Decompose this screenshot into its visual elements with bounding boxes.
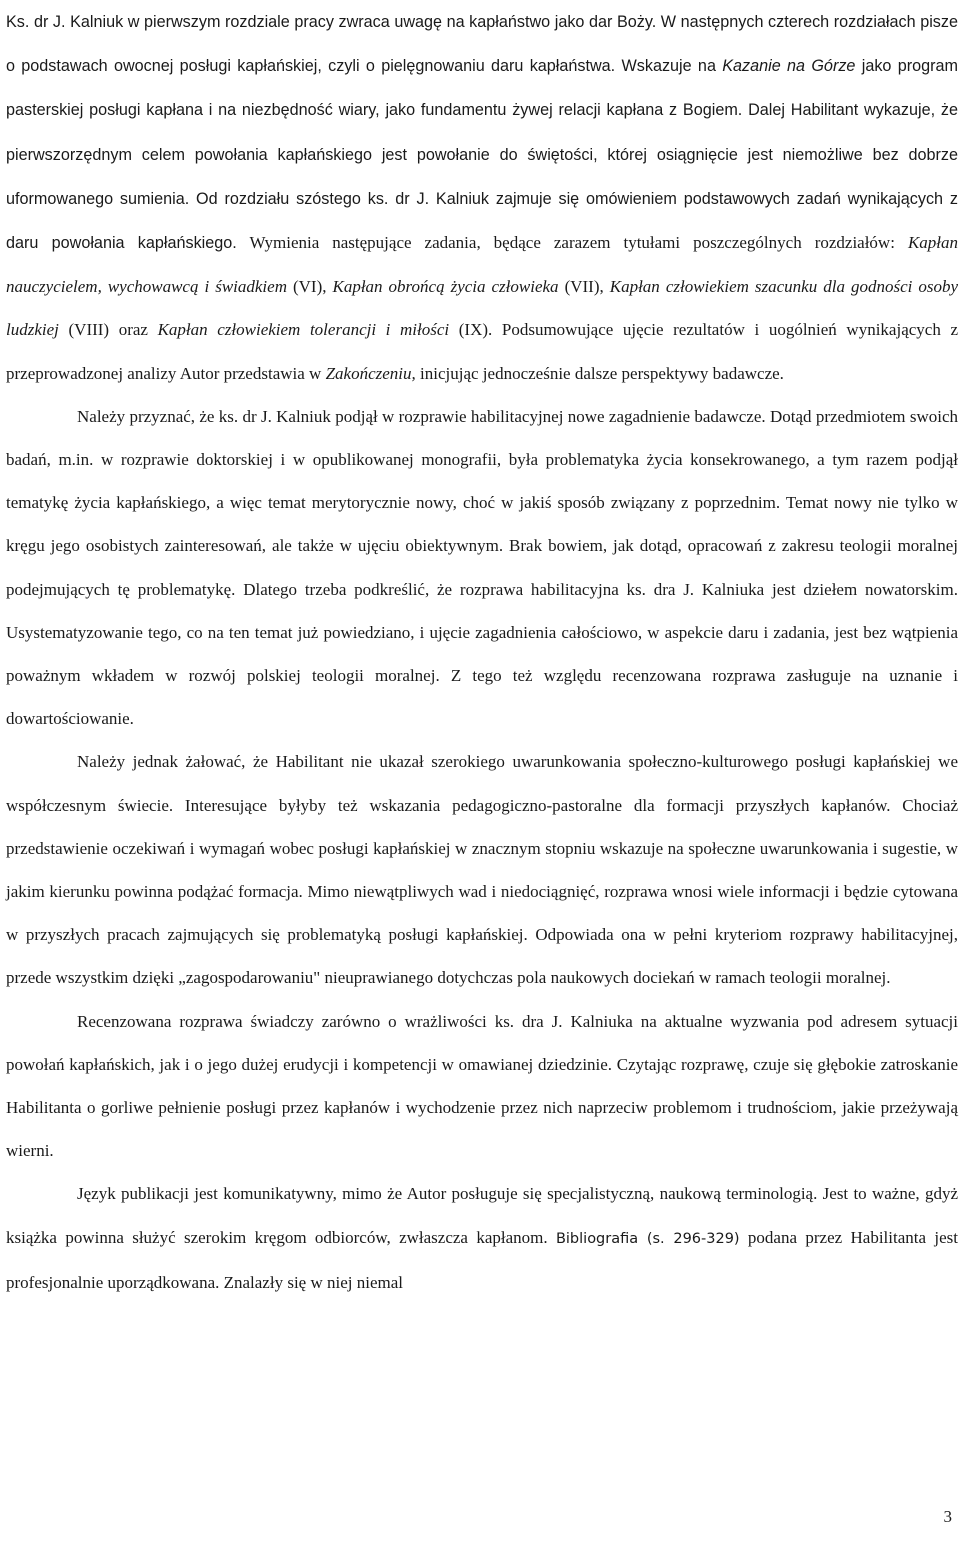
paragraph-2: Należy przyznać, że ks. dr J. Kalniuk podjął w rozprawie habilitacyjnej nowe zagadnienie badawcze. Dotąd przedmiotem swoich badań, m.in. w rozprawie doktorskiej i w opublikowanej monografii, była problematyka życia konsekrowanego, a tym razem podjął tematykę życia kapłańskiego, a więc temat merytorycznie nowy, choć w jakiś sposób związany z poprzednim. Temat nowy nie tylko w kręgu jego osobistych zainteresowań, ale także w ujęciu obiektywnym. Brak bowiem, jak dotąd, opracowań z zakresu teologii moralnej podejmujących tę problematykę. Dlatego trzeba podkreślić, że rozprawa habilitacyjna ks. dra J. Kalniuka jest dziełem nowatorskim. Usystematyzowanie tego, co na ten temat już powiedziano, i ujęcie zagadnienia całościowo, w aspekcie daru i zadania, jest bez wątpienia poważnym wkładem w rozwój polskiej teologii moralnej. Z tego też względu recenzowana rozprawa zasługuje na uznanie i dowartościowanie. — [6, 406, 958, 729]
chapter-9-title: Kapłan człowiekiem tolerancji i miłości — [157, 320, 450, 340]
paragraph-1-text: Ks. dr J. Kalniuk w pierwszym rozdziale pracy zwraca uwagę na kapłaństwo jako dar Boży. W następnych czterech rozdziałach pisze o podstawach owocnej posługi kapłańskiej, czyli o pielęgnowaniu daru kapłaństwa. Wskazuje na — [6, 13, 958, 76]
chapter-7-number: (VII), — [558, 277, 610, 297]
paragraph-5-text-cont: podana przez Habilitanta jest profesjonalnie uporządkowana. Znalazły się w niej niemal — [6, 1227, 958, 1292]
paragraph-1 — [6, 0, 958, 395]
paragraph-5-text: Język publikacji jest komunikatywny, mimo że Autor posługuje się specjalistyczną, naukową terminologią. Jest to ważne, gdyż książka powinna służyć szerokim kręgom odbiorców, zwłaszcza kapłanom. — [6, 1184, 958, 1247]
paragraph-1-text-cont: jako program pasterskiej posługi kapłana i na niezbędność wiary, jako fundamentu żywej relacji kapłana z Bogiem. Dalej Habilitant wykazuje, że pierwszorzędnym celem powołania kapłańskiego jest powołanie do świętości, której osiągnięcie jest niemożliwe bez dobrze uformowanego sumienia. Od rozdziału szóstego ks. dr J. Kalniuk zajmuje się omówieniem podstawowych zadań wynikających z daru powołania kapłańskiego. — [6, 57, 958, 253]
paragraph-3: Należy jednak żałować, że Habilitant nie ukazał szerokiego uwarunkowania społeczno-kulturowego posługi kapłańskiej we współczesnym świecie. Interesujące byłyby też wskazania pedagogiczno-pastoralne dla formacji przyszłych kapłanów. Chociaż przedstawienie oczekiwań i wymagań wobec posługi kapłańskiej w znacznym stopniu wskazuje na społeczne uwarunkowania i sugestie, w jakim kierunku powinna podążać formacja. Mimo niewątpliwych wad i niedociągnięć, rozprawa wnosi wiele informacji i będzie cytowana w przyszłych pracach zajmujących się problematyką posługi kapłańskiej. Odpowiada ona w pełni kryteriom rozprawy habilitacyjnej, przede wszystkim dzięki „zagospodarowaniu" nieuprawianego dotychczas pola naukowych dociekań w ramach teologii moralnej. — [6, 752, 958, 988]
paragraph-4: Recenzowana rozprawa świadczy zarówno o wrażliwości ks. dra J. Kalniuka na aktualne wyzwania pod adresem sytuacji powołań kapłańskich, jak i o jego dużej erudycji i kompetencji w omawianej dziedzinie. Czytając rozprawę, czuje się głębokie zatroskanie Habilitanta o gorliwe pełnienie posługi przez kapłanów i wychodzenie przez nich naprzeciw problemom i trudnościom, jakie przeżywają wierni. — [6, 1011, 958, 1161]
chapter-6-number: (VI), — [286, 277, 333, 297]
sermon-on-the-mount-title: Kazanie na Górze — [722, 57, 856, 76]
paragraph-5 — [6, 1172, 958, 1304]
conclusion-title: Zakończeniu, — [325, 363, 416, 383]
paragraph-1-text-serif: Wymienia następujące zadania, będące zarazem tytułami poszczególnych rozdziałów: — [236, 233, 908, 253]
chapter-8-number: (VIII) oraz — [58, 320, 158, 340]
bibliography-reference: Bibliografia (s. 296-329) — [555, 1230, 740, 1247]
page-number: 3 — [943, 1507, 952, 1526]
paragraph-1-summary: (IX). Podsumowujące ujęcie rezultatów i uogólnień wynikających z przeprowadzonej analizy Autor przedstawia w — [6, 320, 958, 383]
paragraph-1-ending: inicjując jednocześnie dalsze perspektywy badawcze. — [415, 363, 784, 383]
body-text — [6, 0, 958, 1304]
chapter-6-title: Kapłan nauczycielem, wychowawcą i świadkiem — [6, 233, 958, 297]
chapter-7-title: Kapłan obrońcą życia człowieka — [332, 277, 559, 297]
chapter-8-title: Kapłan człowiekiem szacunku dla godności osoby ludzkiej — [6, 277, 958, 340]
